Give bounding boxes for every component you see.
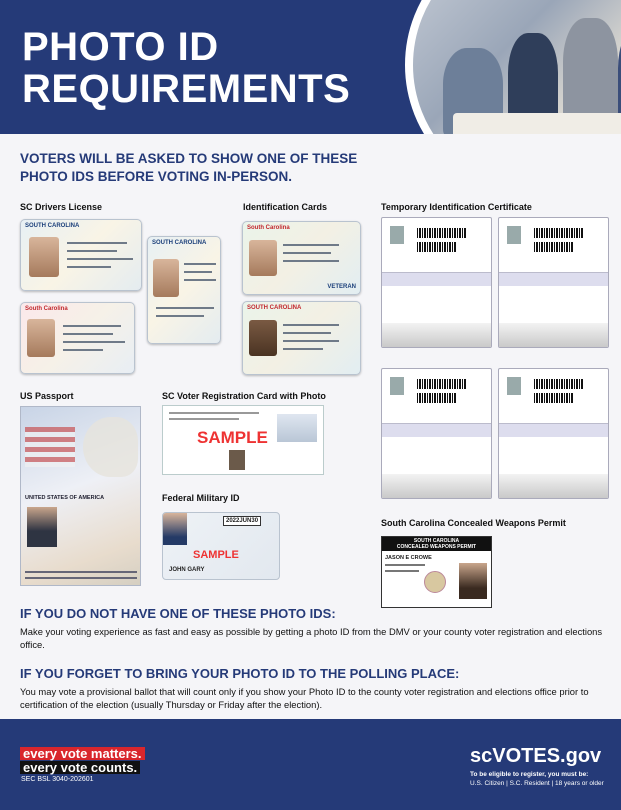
temp-id-certificate-4 bbox=[498, 368, 609, 499]
document-code: SEC BSL 3040-202601 bbox=[21, 776, 94, 783]
us-passport-image bbox=[20, 406, 141, 586]
scvotes-brand: scVOTES.gov bbox=[470, 745, 602, 767]
intro-heading bbox=[20, 150, 440, 186]
temp-id-certificate-3 bbox=[381, 368, 492, 499]
sc-drivers-license-card-1 bbox=[20, 219, 142, 291]
license-photo bbox=[153, 259, 179, 297]
sc-drivers-license-card-3 bbox=[20, 302, 135, 374]
license-photo bbox=[29, 237, 59, 277]
intro-line-2: PHOTO IDS BEFORE VOTING IN-PERSON. bbox=[20, 169, 293, 184]
slogan-counts: every vote counts. bbox=[20, 761, 140, 774]
forgot-id-text: You may vote a provisional ballot that will count only if you show your Photo ID to the county voter registration and elections office prior to certification of the election (usually Thursday or Friday after the election). bbox=[20, 686, 589, 710]
slogan-matters: every vote matters. bbox=[20, 747, 145, 760]
temp-id-certificate-2 bbox=[498, 217, 609, 348]
eagle-graphic bbox=[83, 417, 138, 477]
label-identification-cards: Identification Cards bbox=[243, 202, 328, 212]
military-photo bbox=[163, 513, 187, 545]
passport-photo bbox=[27, 507, 57, 547]
id-card-veteran bbox=[242, 221, 361, 295]
id-photo bbox=[249, 240, 277, 276]
forgot-id-heading: IF YOU FORGET TO BRING YOUR PHOTO ID TO THE POLLING PLACE: bbox=[20, 666, 460, 681]
state-seal bbox=[424, 571, 446, 593]
label-drivers-license: SC Drivers License bbox=[20, 202, 103, 212]
sample-watermark: SAMPLE bbox=[193, 549, 239, 561]
federal-military-id-card bbox=[162, 512, 280, 580]
veteran-label: VETERAN bbox=[327, 284, 356, 290]
temp-id-certificate-1 bbox=[381, 217, 492, 348]
military-name: JOHN GARY bbox=[169, 567, 205, 573]
sample-watermark: SAMPLE bbox=[197, 428, 268, 447]
no-id-text: Make your voting experience as fast and easy as possible by getting a photo ID from the DMV or your county voter registration and elections office. bbox=[20, 626, 603, 650]
intro-line-1: VOTERS WILL BE ASKED TO SHOW ONE OF THESE bbox=[20, 151, 358, 166]
title-line-2: REQUIREMENTS bbox=[22, 67, 351, 111]
card-state-label: South Carolina bbox=[247, 225, 290, 231]
label-temporary-certificate: Temporary Identification Certificate bbox=[381, 202, 532, 212]
id-photo bbox=[249, 320, 277, 356]
cwp-header-1: SOUTH CAROLINA bbox=[413, 538, 460, 544]
cwp-name: JASON E CROWE bbox=[385, 555, 432, 561]
license-photo bbox=[27, 319, 55, 357]
label-voter-registration: SC Voter Registration Card with Photo bbox=[162, 391, 326, 401]
eligibility-title: To be eligible to register, you must be: bbox=[470, 771, 589, 778]
label-weapons-permit: South Carolina Concealed Weapons Permit bbox=[381, 518, 566, 528]
title-line-1: PHOTO ID bbox=[22, 25, 219, 69]
label-us-passport: US Passport bbox=[20, 391, 74, 401]
military-expiry: 2022JUN30 bbox=[223, 516, 261, 526]
id-card-standard bbox=[242, 301, 361, 375]
voter-registration-card bbox=[162, 405, 324, 475]
passport-title: UNITED STATES OF AMERICA bbox=[25, 495, 105, 501]
eligibility-items: U.S. Citizen | S.C. Resident | 18 years or older bbox=[470, 780, 604, 787]
page-title bbox=[22, 26, 350, 110]
concealed-weapons-permit-card bbox=[381, 536, 492, 608]
card-state-label: South Carolina bbox=[25, 306, 68, 312]
cwp-photo bbox=[459, 563, 487, 599]
card-state-label: SOUTH CAROLINA bbox=[152, 240, 207, 246]
cwp-header-2: CONCEALED WEAPONS PERMIT bbox=[396, 544, 477, 550]
card-state-label: SOUTH CAROLINA bbox=[25, 223, 80, 229]
sc-drivers-license-card-2 bbox=[147, 236, 221, 344]
voter-photo bbox=[229, 450, 245, 470]
no-id-heading: IF YOU DO NOT HAVE ONE OF THESE PHOTO IDS: bbox=[20, 606, 336, 621]
card-state-label: SOUTH CAROLINA bbox=[247, 305, 302, 311]
label-military-id: Federal Military ID bbox=[162, 493, 240, 503]
